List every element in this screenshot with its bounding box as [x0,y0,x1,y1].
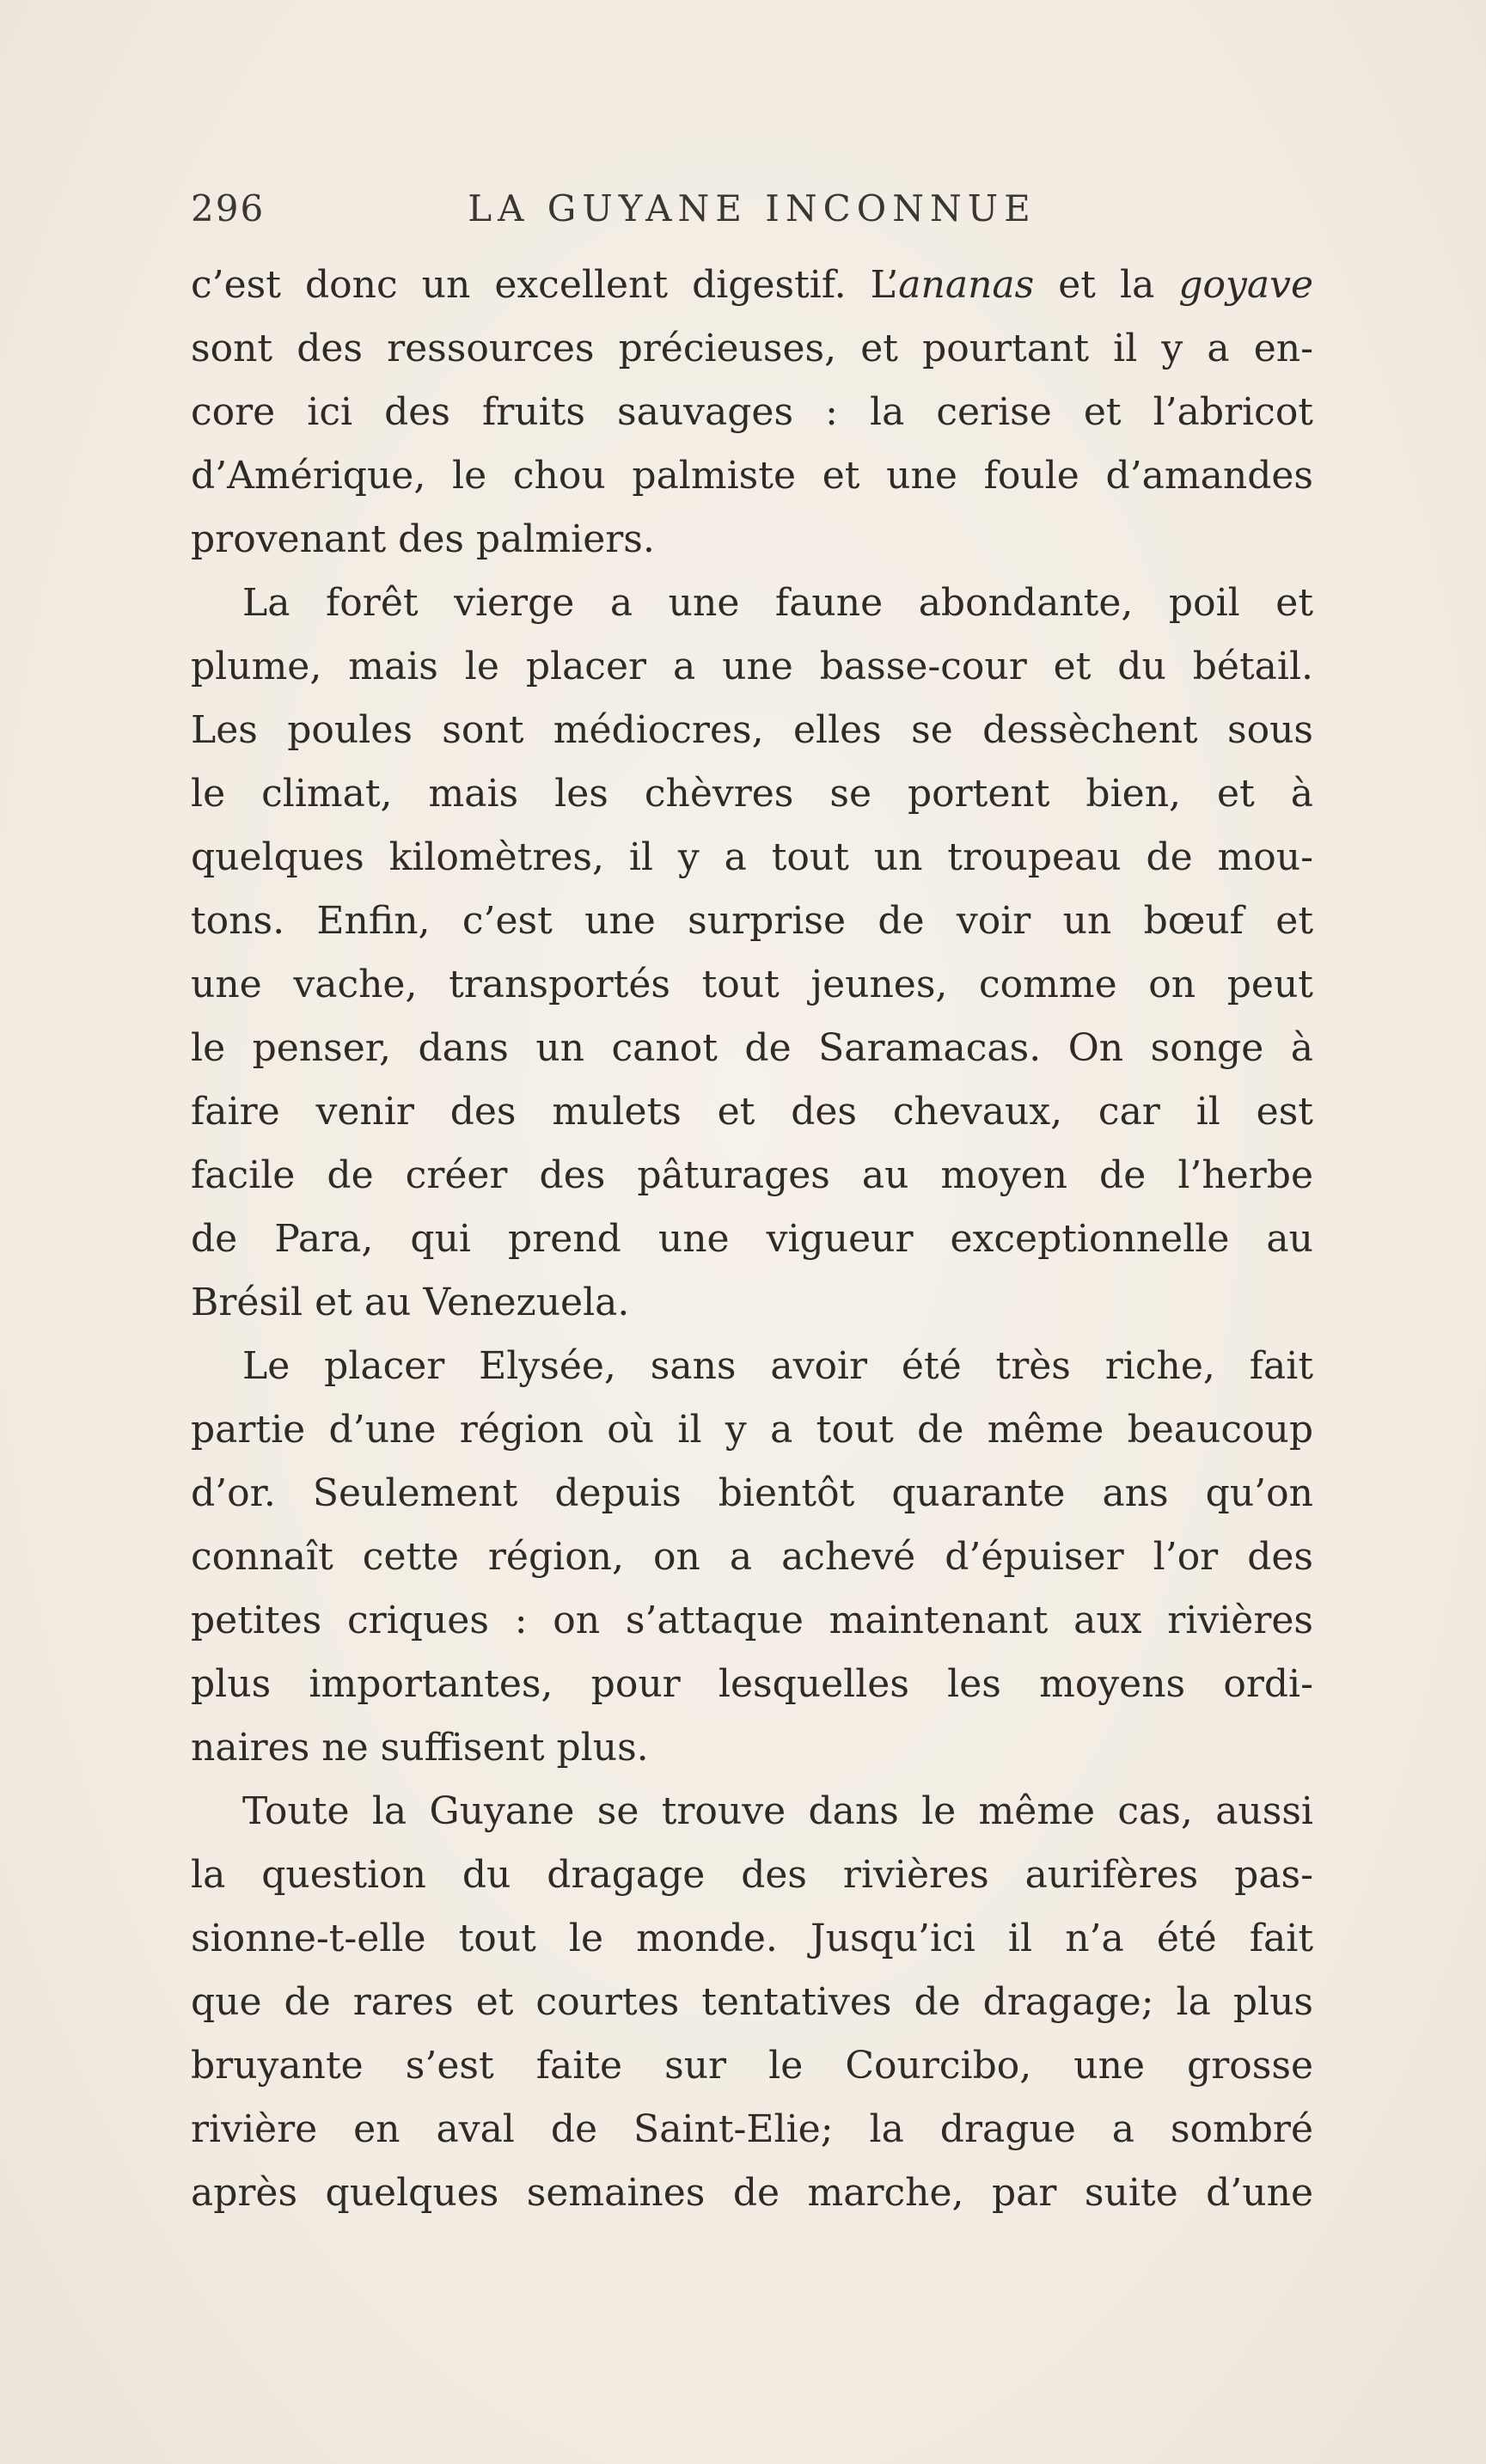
text-line: bruyante s’est faite sur le Courcibo, une grosse [191,2044,1313,2088]
text-line: Brésil et au Venezuela. [191,1281,630,1324]
text-line: tons. Enfin, c’est une surprise de voir un bœuf et [191,899,1313,943]
text-line: plume, mais le placer a une basse-cour et du bétail. [191,645,1313,688]
text-line: sionne-t-elle tout le monde. Jusqu’ici il n’a été fait [191,1917,1313,1960]
text-line: faire venir des mulets et des chevaux, car il est [191,1090,1313,1134]
text-line: Toute la Guyane se trouve dans le même cas, aussi [242,1789,1313,1833]
text-line: rivière en aval de Saint-Elie; la drague a sombré [191,2107,1313,2151]
text-line: La forêt vierge a une faune abondante, poil et [242,581,1313,625]
text-line: core ici des fruits sauvages : la cerise et l’abricot [191,390,1313,434]
text-line: que de rares et courtes tentatives de dragage; la plus [191,1980,1313,2024]
text-line: plus importantes, pour lesquelles les moyens ordi- [191,1662,1313,1706]
text-line: naires ne suffisent plus. [191,1726,649,1770]
text-line: d’or. Seulement depuis bientôt quarante ans qu’on [191,1471,1313,1515]
text-line: de Para, qui prend une vigueur exceptionnelle au [191,1217,1313,1261]
page-number: 296 [191,187,266,229]
text-line: petites criques : on s’attaque maintenant aux rivières [191,1599,1313,1642]
body-text [191,254,1313,2225]
text-line: provenant des palmiers. [191,517,655,561]
text-line: facile de créer des pâturages au moyen de l’herbe [191,1153,1313,1197]
text-line: Le placer Elysée, sans avoir été très riche, fait [242,1344,1313,1388]
text-line: c’est donc un excellent digestif. L’ananas et la goyave [191,263,1313,307]
text-line: partie d’une région où il y a tout de même beaucoup [191,1408,1313,1452]
text-line: la question du dragage des rivières aurifères pas- [191,1853,1313,1897]
text-line: sont des ressources précieuses, et pourtant il y a en- [191,327,1313,370]
text-line: après quelques semaines de marche, par suite d’une [191,2171,1313,2215]
page-header [191,187,1313,239]
text-line: le penser, dans un canot de Saramacas. On songe à [191,1026,1313,1070]
running-title: LA GUYANE INCONNUE [468,187,1037,229]
text-line: Les poules sont médiocres, elles se dessèchent sous [191,708,1313,752]
text-line: une vache, transportés tout jeunes, comme on peut [191,963,1313,1006]
text-line: le climat, mais les chèvres se portent bien, et à [191,772,1313,816]
text-line: d’Amérique, le chou palmiste et une foule d’amandes [191,454,1313,498]
text-line: connaît cette région, on a achevé d’épuiser l’or des [191,1535,1313,1579]
text-line: quelques kilomètres, il y a tout un troupeau de mou- [191,835,1313,879]
